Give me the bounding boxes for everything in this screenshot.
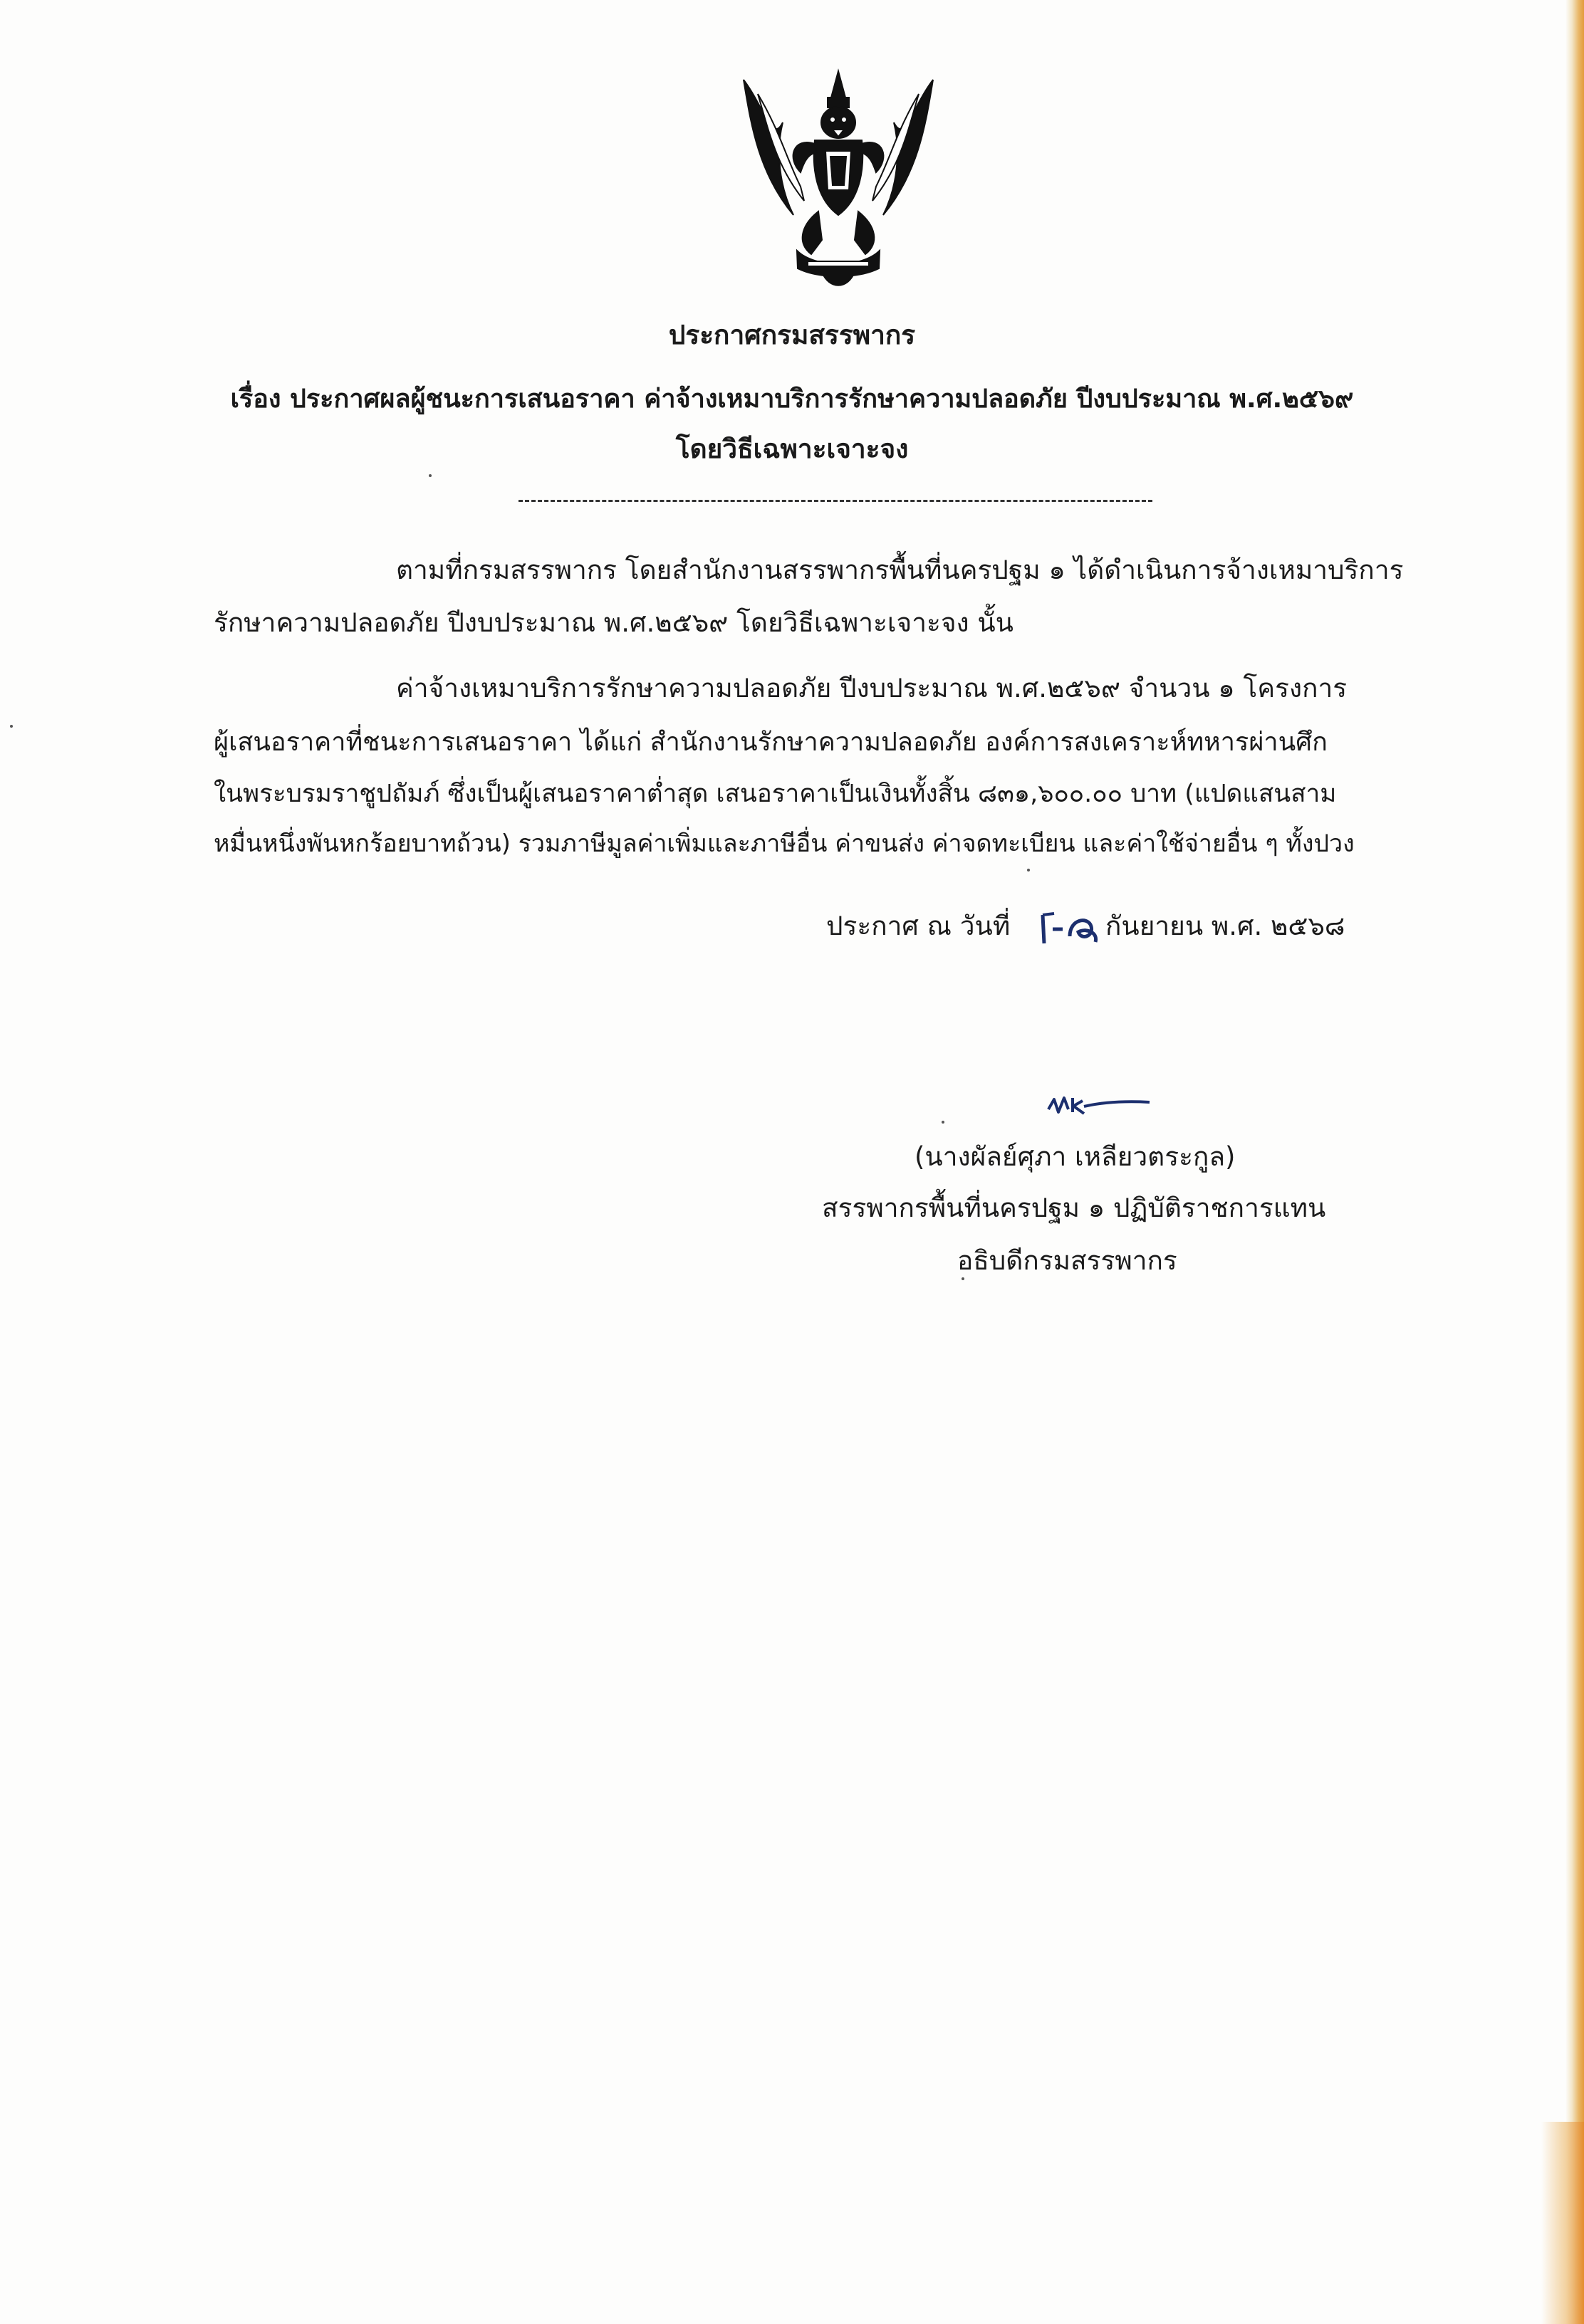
garuda-emblem-icon — [736, 66, 940, 290]
para2-line1: ค่าจ้างเหมาบริการรักษาความปลอดภัย ปีงบประมาณ พ.ศ.๒๕๖๙ จำนวน ๑ โครงการ — [396, 673, 1348, 703]
paper-speck — [962, 1277, 964, 1280]
signatory-position-1: สรรพากรพื้นที่นครปฐม ๑ ปฏิบัติราชการแทน — [822, 1193, 1326, 1223]
para2-line4: หมื่นหนึ่งพันหกร้อยบาทถ้วน) รวมภาษีมูลค่าเพิ่มและภาษีอื่น ค่าขนส่ง ค่าจดทะเบียน และค่าใช้จ่ายอื่น ๆ ทั้งปวง — [214, 829, 1355, 858]
date-prefix: ประกาศ ณ วันที่ — [826, 911, 1011, 941]
subject-line-1: เรื่อง ประกาศผลผู้ชนะการเสนอราคา ค่าจ้างเหมาบริการรักษาความปลอดภัย ปีงบประมาณ พ.ศ.๒๕๖๙ — [230, 384, 1354, 414]
paper-speck — [10, 725, 13, 728]
subject-line-2: โดยวิธีเฉพาะเจาะจง — [675, 434, 909, 464]
para1-line1: ตามที่กรมสรรพากร โดยสำนักงานสรรพากรพื้นที่นครปฐม ๑ ได้ดำเนินการจ้างเหมาบริการ — [396, 555, 1404, 585]
date-suffix: กันยายน พ.ศ. ๒๕๖๘ — [1105, 911, 1345, 941]
signatory-name: (นางผัลย์ศุภา เหลียวตระกูล) — [915, 1141, 1236, 1172]
handwritten-day — [1038, 908, 1103, 948]
para2-line2: ผู้เสนอราคาที่ชนะการเสนอราคา ได้แก่ สำนักงานรักษาความปลอดภัย องค์การสงเคราะห์ทหารผ่านศึก — [214, 728, 1328, 757]
paper-speck — [942, 1121, 944, 1124]
para2-line3: ในพระบรมราชูปถัมภ์ ซึ่งเป็นผู้เสนอราคาต่ำสุด เสนอราคาเป็นเงินทั้งสิ้น ๘๓๑,๖๐๐.๐๐ บาท (แปดแสนสาม — [214, 780, 1337, 808]
signatory-position-2: อธิบดีกรมสรรพากร — [957, 1245, 1177, 1276]
paper-speck — [1027, 869, 1030, 872]
separator-line — [519, 500, 1152, 502]
paper-edge-stain — [1541, 2122, 1584, 2324]
para1-line2: รักษาความปลอดภัย ปีงบประมาณ พ.ศ.๒๕๖๙ โดยวิธีเฉพาะเจาะจง นั้น — [214, 607, 1014, 638]
agency-title: ประกาศกรมสรรพากร — [668, 320, 916, 350]
paper-speck — [429, 474, 432, 477]
handwritten-signature — [1046, 1088, 1152, 1124]
